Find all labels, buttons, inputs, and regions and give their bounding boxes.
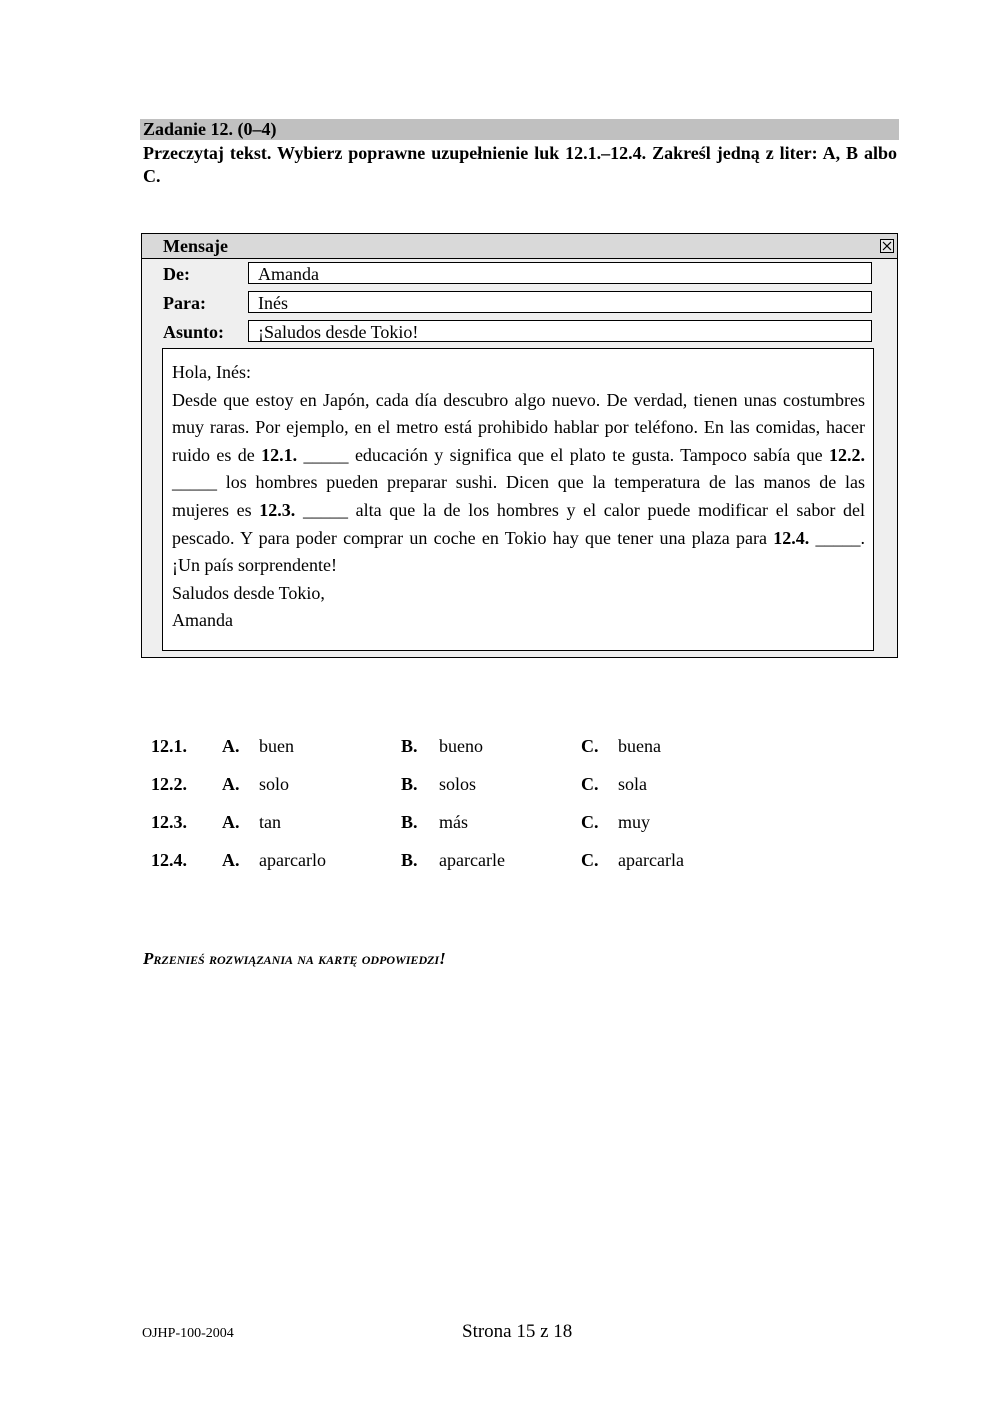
task-header [140,119,899,140]
message-window [141,233,898,658]
option-letter-c[interactable]: C. [581,736,599,756]
message-signature: Amanda [172,610,233,631]
to-label: Para: [163,293,206,313]
question-number: 12.2. [151,774,187,794]
message-titlebar [142,234,897,259]
option-letter-a[interactable]: A. [222,812,240,832]
message-body[interactable] [162,348,874,651]
option-letter-a[interactable]: A. [222,774,240,794]
option-text-b: más [439,812,468,832]
option-text-b: solos [439,774,477,794]
to-field[interactable]: Inés [248,291,872,313]
close-icon[interactable] [880,239,894,253]
gap-12-4: 12.4. [773,527,810,548]
option-letter-b[interactable]: B. [401,812,418,832]
option-letter-b[interactable]: B. [401,774,418,794]
option-text-c: sola [618,774,647,794]
task-title: Zadanie 12. (0–4) [143,119,277,139]
message-paragraph: Desde que estoy en Japón, cada día descubro algo nuevo. De verdad, tienen unas costumbres muy raras. Por ejemplo, en el metro está prohibido hablar por teléfono. En las comidas, hacer ruido es de 12.1. _____ educación y significa que el plato te gusta. Tampoco sabía que 12.2. _____ los hombres pueden preparar sushi. Dicen que la temperatura de las manos de las mujeres es 12.3. _____ alta que la de los hombres y el calor puede modificar el sabor del pescado. Y para poder comprar un coche en Tokio hay que tener una plaza para 12.4. _____. ¡Un país sorprendente! [172,389,865,576]
option-text-a: tan [259,812,281,832]
exam-code: OJHP-100-2004 [142,1326,234,1341]
option-letter-c[interactable]: C. [581,850,599,870]
option-letter-c[interactable]: C. [581,812,599,832]
from-label: De: [163,264,190,284]
gap-12-1: 12.1. [261,444,298,465]
task-instruction: Przeczytaj tekst. Wybierz poprawne uzupełnienie luk 12.1.–12.4. Zakreśl jedną z liter: A, B albo C. [143,143,897,186]
option-text-c: muy [618,812,651,832]
subject-field[interactable]: ¡Saludos desde Tokio! [248,320,872,342]
option-text-a: aparcarlo [259,850,326,870]
from-field[interactable]: Amanda [248,262,872,284]
page-number: Strona 15 z 18 [462,1321,573,1342]
option-text-a: buen [259,736,294,756]
question-number: 12.1. [151,736,187,756]
transfer-answers-note: Przenieś rozwiązania na kartę odpowiedzi! [143,949,446,968]
option-letter-a[interactable]: A. [222,736,240,756]
option-text-c: aparcarla [618,850,684,870]
message-window-title: Mensaje [163,236,228,256]
message-closing: Saludos desde Tokio, [172,582,325,603]
question-number: 12.3. [151,812,187,832]
option-letter-c[interactable]: C. [581,774,599,794]
gap-12-3: 12.3. [259,499,296,520]
question-number: 12.4. [151,850,187,870]
option-text-b: bueno [439,736,483,756]
option-letter-b[interactable]: B. [401,736,418,756]
option-letter-a[interactable]: A. [222,850,240,870]
subject-label: Asunto: [163,322,225,342]
option-text-c: buena [618,736,661,756]
option-text-b: aparcarle [439,850,505,870]
gap-12-2: 12.2. [829,444,865,465]
option-letter-b[interactable]: B. [401,850,418,870]
message-greeting: Hola, Inés: [172,362,251,382]
option-text-a: solo [259,774,290,794]
